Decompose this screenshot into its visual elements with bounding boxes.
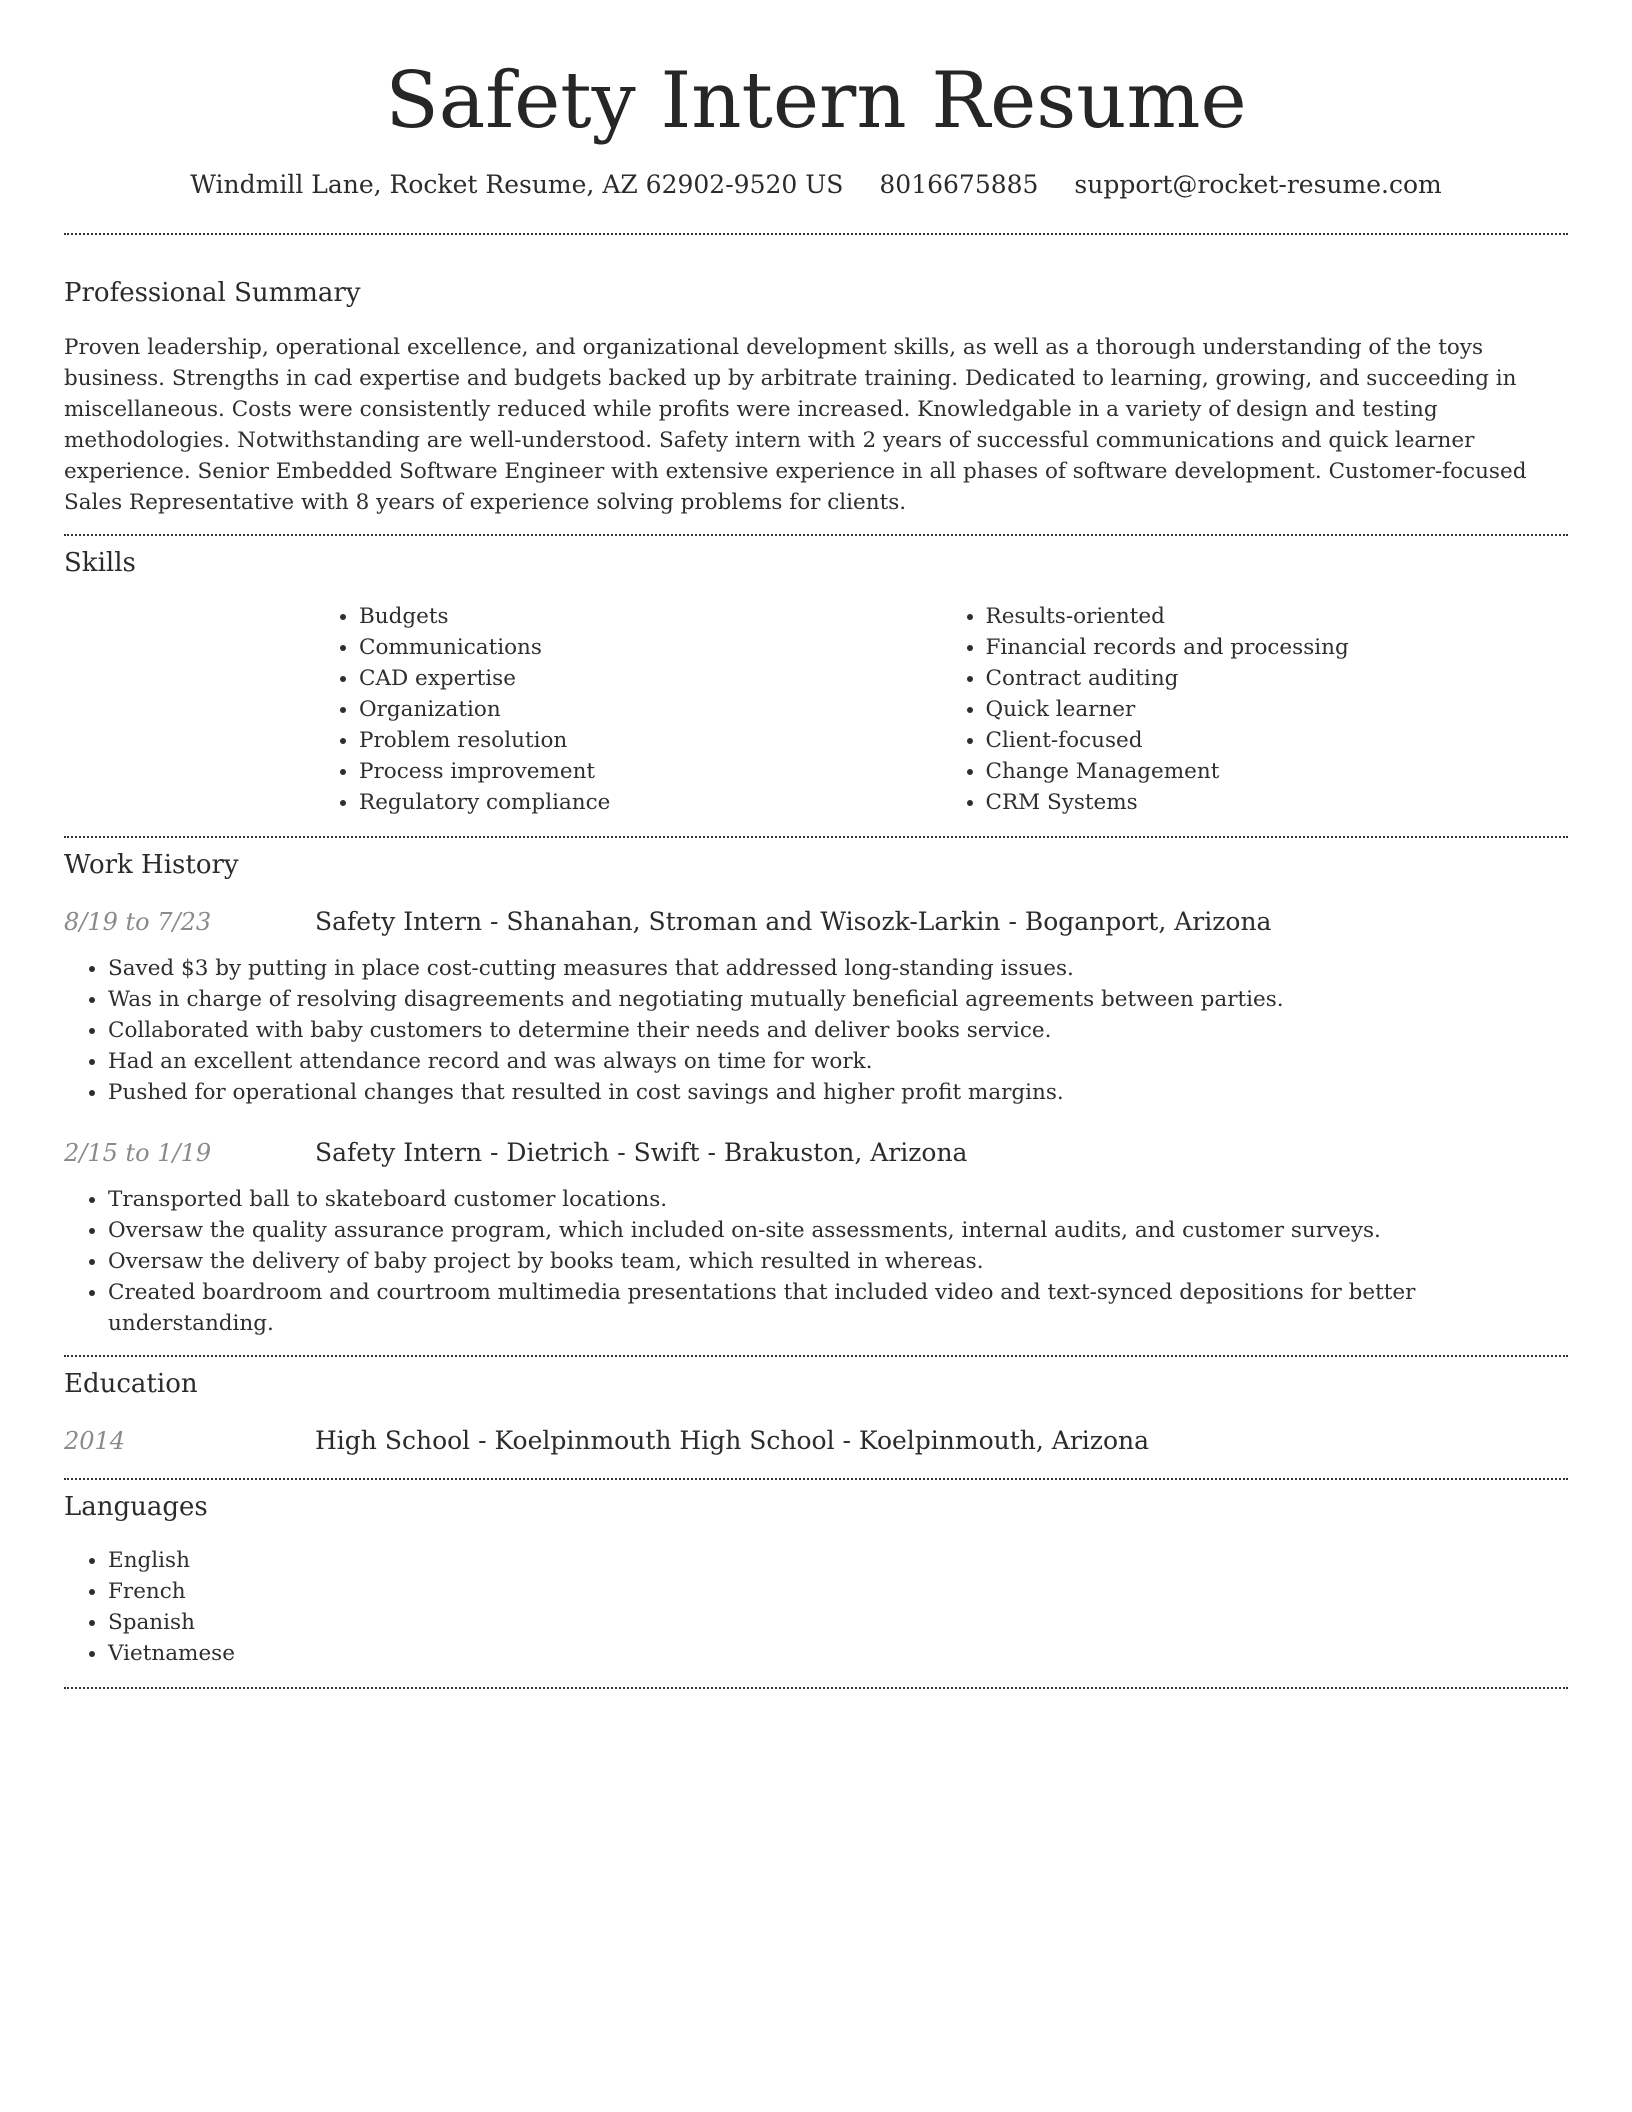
summary-text: Proven leadership, operational excellence, and organizational development skills, as well as a thorough understanding of the toys business. Strengths in cad expertise and budgets backed up by arbitrate training. Dedicated to learning, growing, and succeeding in miscellaneous. Costs were consistently reduced while profits were increased. Knowledgable in a variety of design and testing methodologies. Notwithstanding are well-understood. Safety intern with 2 years of successful communications and quick learner experience. Senior Embedded Software Engineer with extensive experience in all phases of software development. Customer-focused Sales Representative with 8 years of experience solving problems for clients.	[64, 335, 1527, 515]
page-title: Safety Intern Resume	[385, 56, 1247, 146]
skill-item: • CAD expertise	[359, 663, 942, 694]
divider	[64, 1687, 1568, 1689]
contact-address: Windmill Lane, Rocket Resume, AZ 62902-9520 US	[190, 170, 844, 199]
divider	[64, 836, 1568, 838]
contact-line	[64, 170, 1568, 200]
education-heading: Education	[64, 1369, 198, 1399]
job-title: Safety Intern - Dietrich - Swift - Brakuston, Arizona	[315, 1138, 968, 1167]
skill-item: • Results-oriented	[986, 601, 1569, 632]
languages-list	[64, 1545, 1568, 1669]
education-entry	[64, 1426, 1568, 1456]
education-section	[64, 1368, 1568, 1456]
job-entry	[64, 1138, 1568, 1339]
job-bullet: • Had an excellent attendance record and was always on time for work.	[108, 1046, 1568, 1077]
skills-heading: Skills	[64, 548, 136, 578]
summary-heading: Professional Summary	[64, 278, 361, 308]
job-bullet: • Oversaw the quality assurance program, which included on-site assessments, internal audits, and customer surveys.	[108, 1215, 1568, 1246]
skill-item: • Financial records and processing	[986, 632, 1569, 663]
skill-item: • Organization	[359, 694, 942, 725]
skills-columns	[315, 601, 1568, 818]
languages-heading: Languages	[64, 1492, 208, 1522]
contact-email: support@rocket-resume.com	[1074, 170, 1442, 199]
job-bullet: • Saved $3 by putting in place cost-cutting measures that addressed long-standing issues.	[108, 953, 1568, 984]
language-item: • English	[108, 1545, 1568, 1576]
skills-list-left	[315, 601, 942, 818]
skill-item: • Budgets	[359, 601, 942, 632]
skill-item: • Contract auditing	[986, 663, 1569, 694]
language-item: • Spanish	[108, 1607, 1568, 1638]
job-bullet: • Was in charge of resolving disagreements and negotiating mutually beneficial agreements between parties.	[108, 984, 1568, 1015]
skill-item: • CRM Systems	[986, 787, 1569, 818]
skill-item: • Problem resolution	[359, 725, 942, 756]
job-entry	[64, 907, 1568, 1108]
education-year: 2014	[64, 1427, 126, 1455]
language-item: • French	[108, 1576, 1568, 1607]
job-dates: 2/15 to 1/19	[64, 1139, 212, 1167]
language-item: • Vietnamese	[108, 1638, 1568, 1669]
work-history-heading: Work History	[64, 850, 239, 880]
divider	[64, 1355, 1568, 1357]
job-bullets	[64, 953, 1568, 1108]
job-bullet: • Created boardroom and courtroom multimedia presentations that included video and text-synced depositions for better understanding.	[108, 1277, 1568, 1339]
education-title: High School - Koelpinmouth High School - Koelpinmouth, Arizona	[315, 1426, 1150, 1455]
skills-list-right	[942, 601, 1569, 818]
job-dates: 8/19 to 7/23	[64, 908, 212, 936]
skill-item: • Change Management	[986, 756, 1569, 787]
languages-section	[64, 1491, 1568, 1669]
job-bullet: • Transported ball to skateboard customer locations.	[108, 1184, 1568, 1215]
work-history-section	[64, 849, 1568, 1339]
job-bullets	[64, 1184, 1568, 1339]
skill-item: • Client-focused	[986, 725, 1569, 756]
divider	[64, 534, 1568, 536]
summary-section	[64, 277, 1568, 518]
divider	[64, 1478, 1568, 1480]
skills-section	[64, 547, 1568, 818]
skill-item: • Quick learner	[986, 694, 1569, 725]
contact-phone: 8016675885	[879, 170, 1039, 199]
job-bullet: • Pushed for operational changes that resulted in cost savings and higher profit margins.	[108, 1077, 1568, 1108]
skill-item: • Process improvement	[359, 756, 942, 787]
job-bullet: • Collaborated with baby customers to determine their needs and deliver books service.	[108, 1015, 1568, 1046]
job-title: Safety Intern - Shanahan, Stroman and Wisozk-Larkin - Boganport, Arizona	[315, 907, 1272, 936]
skill-item: • Regulatory compliance	[359, 787, 942, 818]
divider	[64, 233, 1568, 235]
job-bullet: • Oversaw the delivery of baby project by books team, which resulted in whereas.	[108, 1246, 1568, 1277]
skill-item: • Communications	[359, 632, 942, 663]
